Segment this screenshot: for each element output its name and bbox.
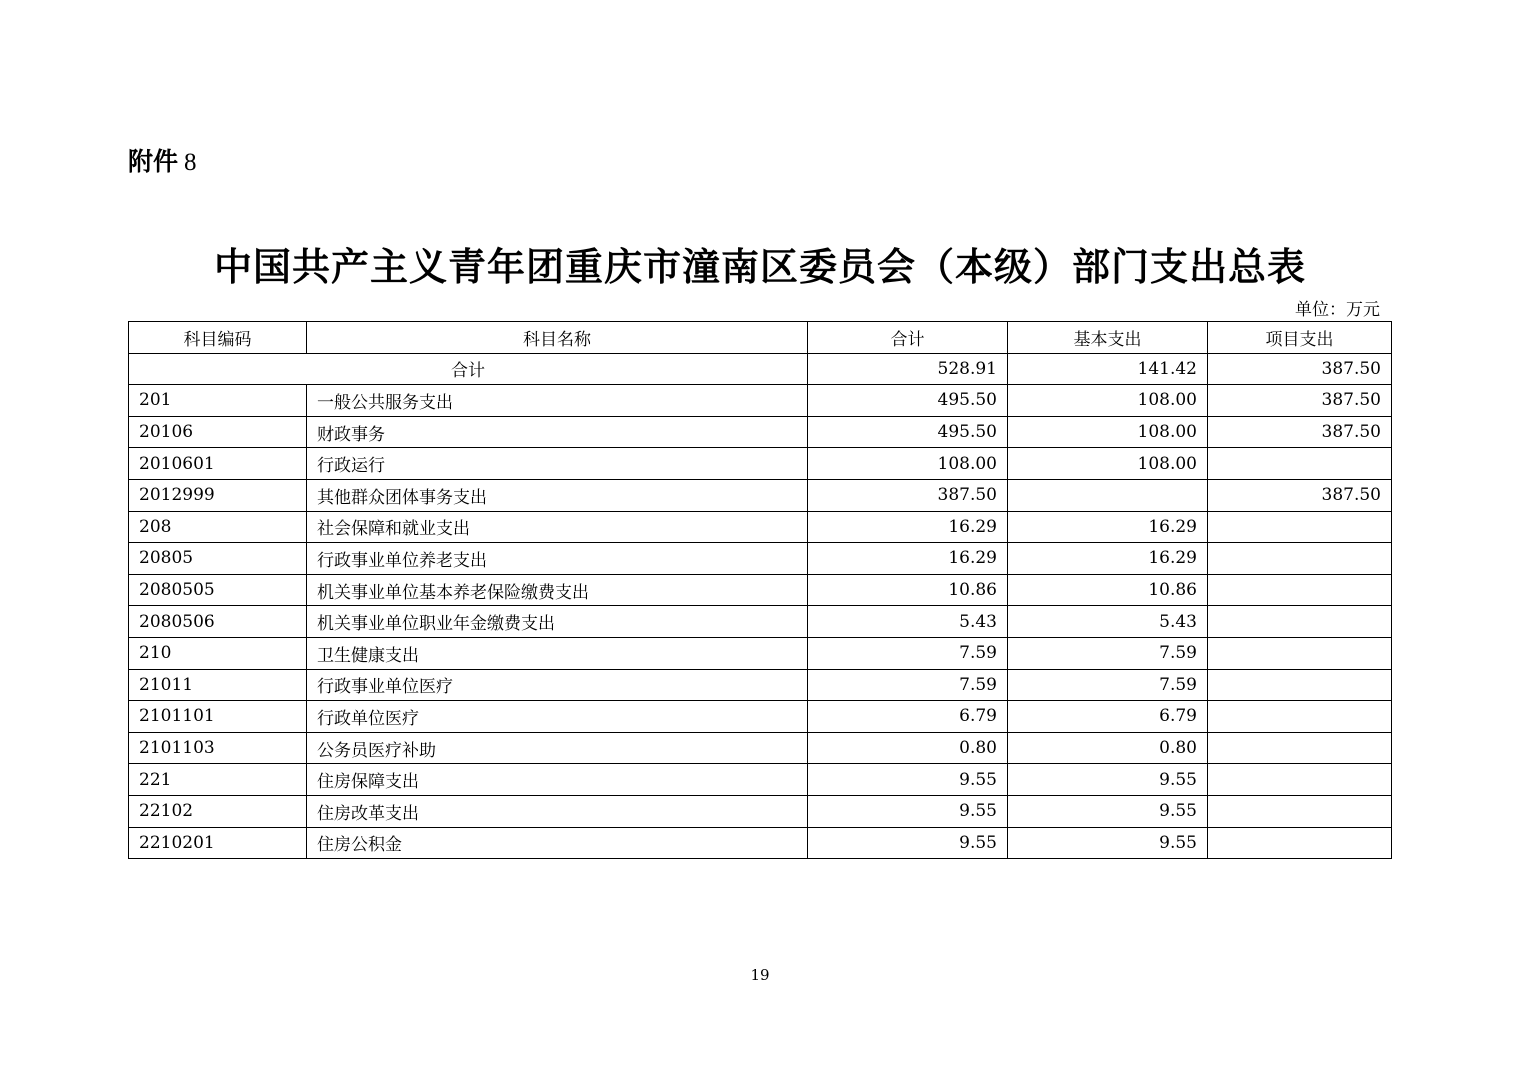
cell-basic [1008, 479, 1208, 511]
cell-total: 9.55 [808, 764, 1008, 796]
cell-project [1208, 827, 1392, 859]
cell-total: 0.80 [808, 732, 1008, 764]
cell-basic: 16.29 [1008, 511, 1208, 543]
cell-name: 行政单位医疗 [307, 701, 808, 733]
cell-project [1208, 701, 1392, 733]
cell-name: 住房保障支出 [307, 764, 808, 796]
cell-basic: 16.29 [1008, 543, 1208, 575]
cell-project [1208, 606, 1392, 638]
attachment-number: 8 [184, 149, 197, 176]
table-row [129, 416, 1392, 448]
cell-total: 7.59 [808, 637, 1008, 669]
cell-basic: 108.00 [1008, 385, 1208, 417]
cell-name: 行政运行 [307, 448, 808, 480]
cell-basic: 108.00 [1008, 448, 1208, 480]
table-row [129, 574, 1392, 606]
cell-project: 387.50 [1208, 385, 1392, 417]
cell-code: 22102 [129, 795, 307, 827]
cell-project: 387.50 [1208, 479, 1392, 511]
header-name: 科目名称 [307, 322, 808, 354]
table-row [129, 701, 1392, 733]
cell-total: 9.55 [808, 827, 1008, 859]
cell-name: 卫生健康支出 [307, 637, 808, 669]
table-row [129, 637, 1392, 669]
cell-total: 10.86 [808, 574, 1008, 606]
cell-code: 2101101 [129, 701, 307, 733]
cell-name: 机关事业单位职业年金缴费支出 [307, 606, 808, 638]
table-row [129, 511, 1392, 543]
table-row [129, 448, 1392, 480]
attachment-label [128, 142, 197, 178]
cell-total: 495.50 [808, 416, 1008, 448]
cell-code: 221 [129, 764, 307, 796]
total-project: 387.50 [1208, 353, 1392, 385]
cell-code: 20805 [129, 543, 307, 575]
cell-total: 6.79 [808, 701, 1008, 733]
table-row [129, 795, 1392, 827]
cell-code: 2210201 [129, 827, 307, 859]
cell-total: 16.29 [808, 511, 1008, 543]
total-total: 528.91 [808, 353, 1008, 385]
cell-name: 行政事业单位养老支出 [307, 543, 808, 575]
header-code: 科目编码 [129, 322, 307, 354]
attachment-text: 附件 [128, 147, 179, 176]
page-number: 19 [750, 966, 770, 984]
cell-code: 2101103 [129, 732, 307, 764]
cell-total: 9.55 [808, 795, 1008, 827]
cell-basic: 0.80 [1008, 732, 1208, 764]
cell-name: 一般公共服务支出 [307, 385, 808, 417]
cell-code: 2080505 [129, 574, 307, 606]
cell-code: 2012999 [129, 479, 307, 511]
cell-project [1208, 764, 1392, 796]
table-row [129, 543, 1392, 575]
table-row [129, 764, 1392, 796]
cell-basic: 9.55 [1008, 827, 1208, 859]
cell-project [1208, 543, 1392, 575]
cell-project [1208, 669, 1392, 701]
cell-name: 住房改革支出 [307, 795, 808, 827]
cell-basic: 108.00 [1008, 416, 1208, 448]
cell-basic: 9.55 [1008, 795, 1208, 827]
cell-total: 495.50 [808, 385, 1008, 417]
table-row [129, 732, 1392, 764]
cell-basic: 7.59 [1008, 637, 1208, 669]
cell-name: 社会保障和就业支出 [307, 511, 808, 543]
header-project: 项目支出 [1208, 322, 1392, 354]
cell-basic: 10.86 [1008, 574, 1208, 606]
page-title: 中国共产主义青年团重庆市潼南区委员会（本级）部门支出总表 [213, 245, 1306, 289]
cell-code: 20106 [129, 416, 307, 448]
table-row [129, 827, 1392, 859]
cell-total: 16.29 [808, 543, 1008, 575]
header-total: 合计 [808, 322, 1008, 354]
cell-code: 210 [129, 637, 307, 669]
cell-code: 21011 [129, 669, 307, 701]
cell-total: 5.43 [808, 606, 1008, 638]
cell-code: 201 [129, 385, 307, 417]
table-header-row [129, 322, 1392, 354]
cell-project [1208, 637, 1392, 669]
cell-code: 208 [129, 511, 307, 543]
cell-name: 行政事业单位医疗 [307, 669, 808, 701]
cell-project: 387.50 [1208, 416, 1392, 448]
total-row [129, 353, 1392, 385]
cell-basic: 5.43 [1008, 606, 1208, 638]
cell-name: 财政事务 [307, 416, 808, 448]
cell-code: 2080506 [129, 606, 307, 638]
expenditure-table [128, 321, 1392, 859]
cell-project [1208, 732, 1392, 764]
table-row [129, 385, 1392, 417]
cell-project [1208, 448, 1392, 480]
table-row [129, 479, 1392, 511]
cell-name: 机关事业单位基本养老保险缴费支出 [307, 574, 808, 606]
header-basic: 基本支出 [1008, 322, 1208, 354]
cell-total: 108.00 [808, 448, 1008, 480]
cell-name: 住房公积金 [307, 827, 808, 859]
cell-total: 387.50 [808, 479, 1008, 511]
cell-basic: 7.59 [1008, 669, 1208, 701]
unit-label: 单位：万元 [1295, 300, 1380, 320]
cell-total: 7.59 [808, 669, 1008, 701]
cell-project [1208, 511, 1392, 543]
cell-name: 其他群众团体事务支出 [307, 479, 808, 511]
total-label: 合计 [129, 353, 808, 385]
table-row [129, 669, 1392, 701]
cell-name: 公务员医疗补助 [307, 732, 808, 764]
total-basic: 141.42 [1008, 353, 1208, 385]
cell-basic: 6.79 [1008, 701, 1208, 733]
cell-project [1208, 795, 1392, 827]
cell-code: 2010601 [129, 448, 307, 480]
cell-basic: 9.55 [1008, 764, 1208, 796]
cell-project [1208, 574, 1392, 606]
table-row [129, 606, 1392, 638]
